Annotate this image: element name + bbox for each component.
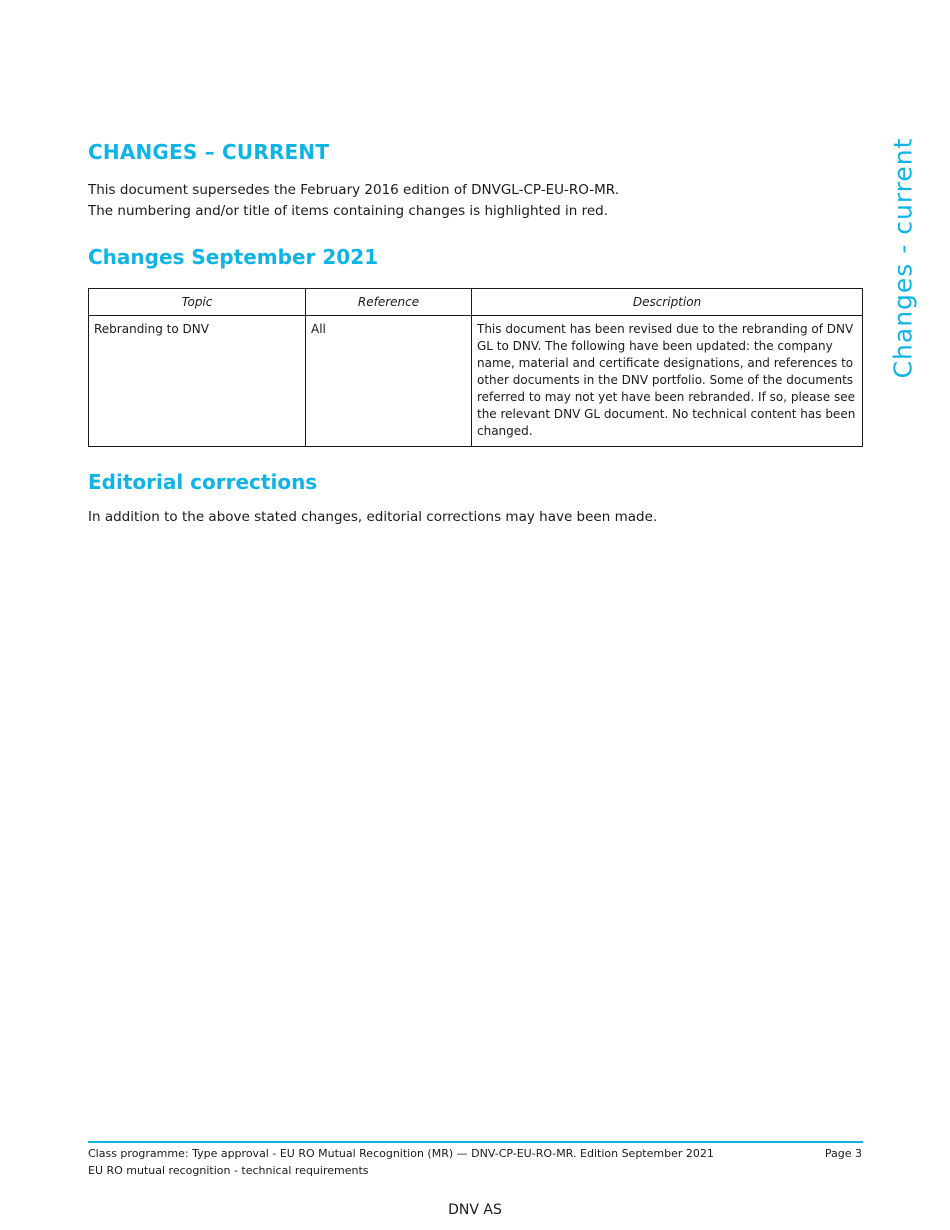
footer-document-subtitle: EU RO mutual recognition - technical requirements: [88, 1164, 369, 1177]
footer-document-reference: Class programme: Type approval - EU RO Mutual Recognition (MR) — DNV-CP-EU-RO-MR. Edition September 2021: [88, 1147, 714, 1160]
intro-text: [88, 180, 619, 222]
column-header-topic: Topic: [89, 289, 306, 316]
column-header-reference: Reference: [306, 289, 472, 316]
cell-reference: All: [306, 316, 472, 447]
intro-line-supersedes: This document supersedes the February 2016 edition of DNVGL-CP-EU-RO-MR.: [88, 182, 619, 198]
side-chapter-title: Changes - current: [888, 137, 918, 379]
cell-topic: Rebranding to DNV: [89, 316, 306, 447]
page-heading: CHANGES – CURRENT: [88, 140, 330, 164]
footer-divider: [88, 1141, 863, 1143]
cell-description: This document has been revised due to the rebranding of DNV GL to DNV. The following have been updated: the company name, material and certificate designations, and references to other documents in the DNV portfolio. Some of the documents referred to may not yet have been rebranded. If so, please see the relevant DNV GL document. No technical content has been changed.: [472, 316, 863, 447]
table-header-row: [89, 289, 863, 316]
footer-page-number: Page 3: [824, 1147, 862, 1160]
column-header-description: Description: [472, 289, 863, 316]
editorial-text: In addition to the above stated changes, editorial corrections may have been made.: [88, 509, 658, 525]
changes-table: [88, 288, 863, 447]
editorial-section-title: Editorial corrections: [88, 470, 318, 494]
company-name: DNV AS: [448, 1202, 502, 1218]
intro-line-numbering: The numbering and/or title of items containing changes is highlighted in red.: [88, 203, 609, 219]
table-row: [89, 316, 863, 447]
changes-section-title: Changes September 2021: [88, 245, 379, 269]
